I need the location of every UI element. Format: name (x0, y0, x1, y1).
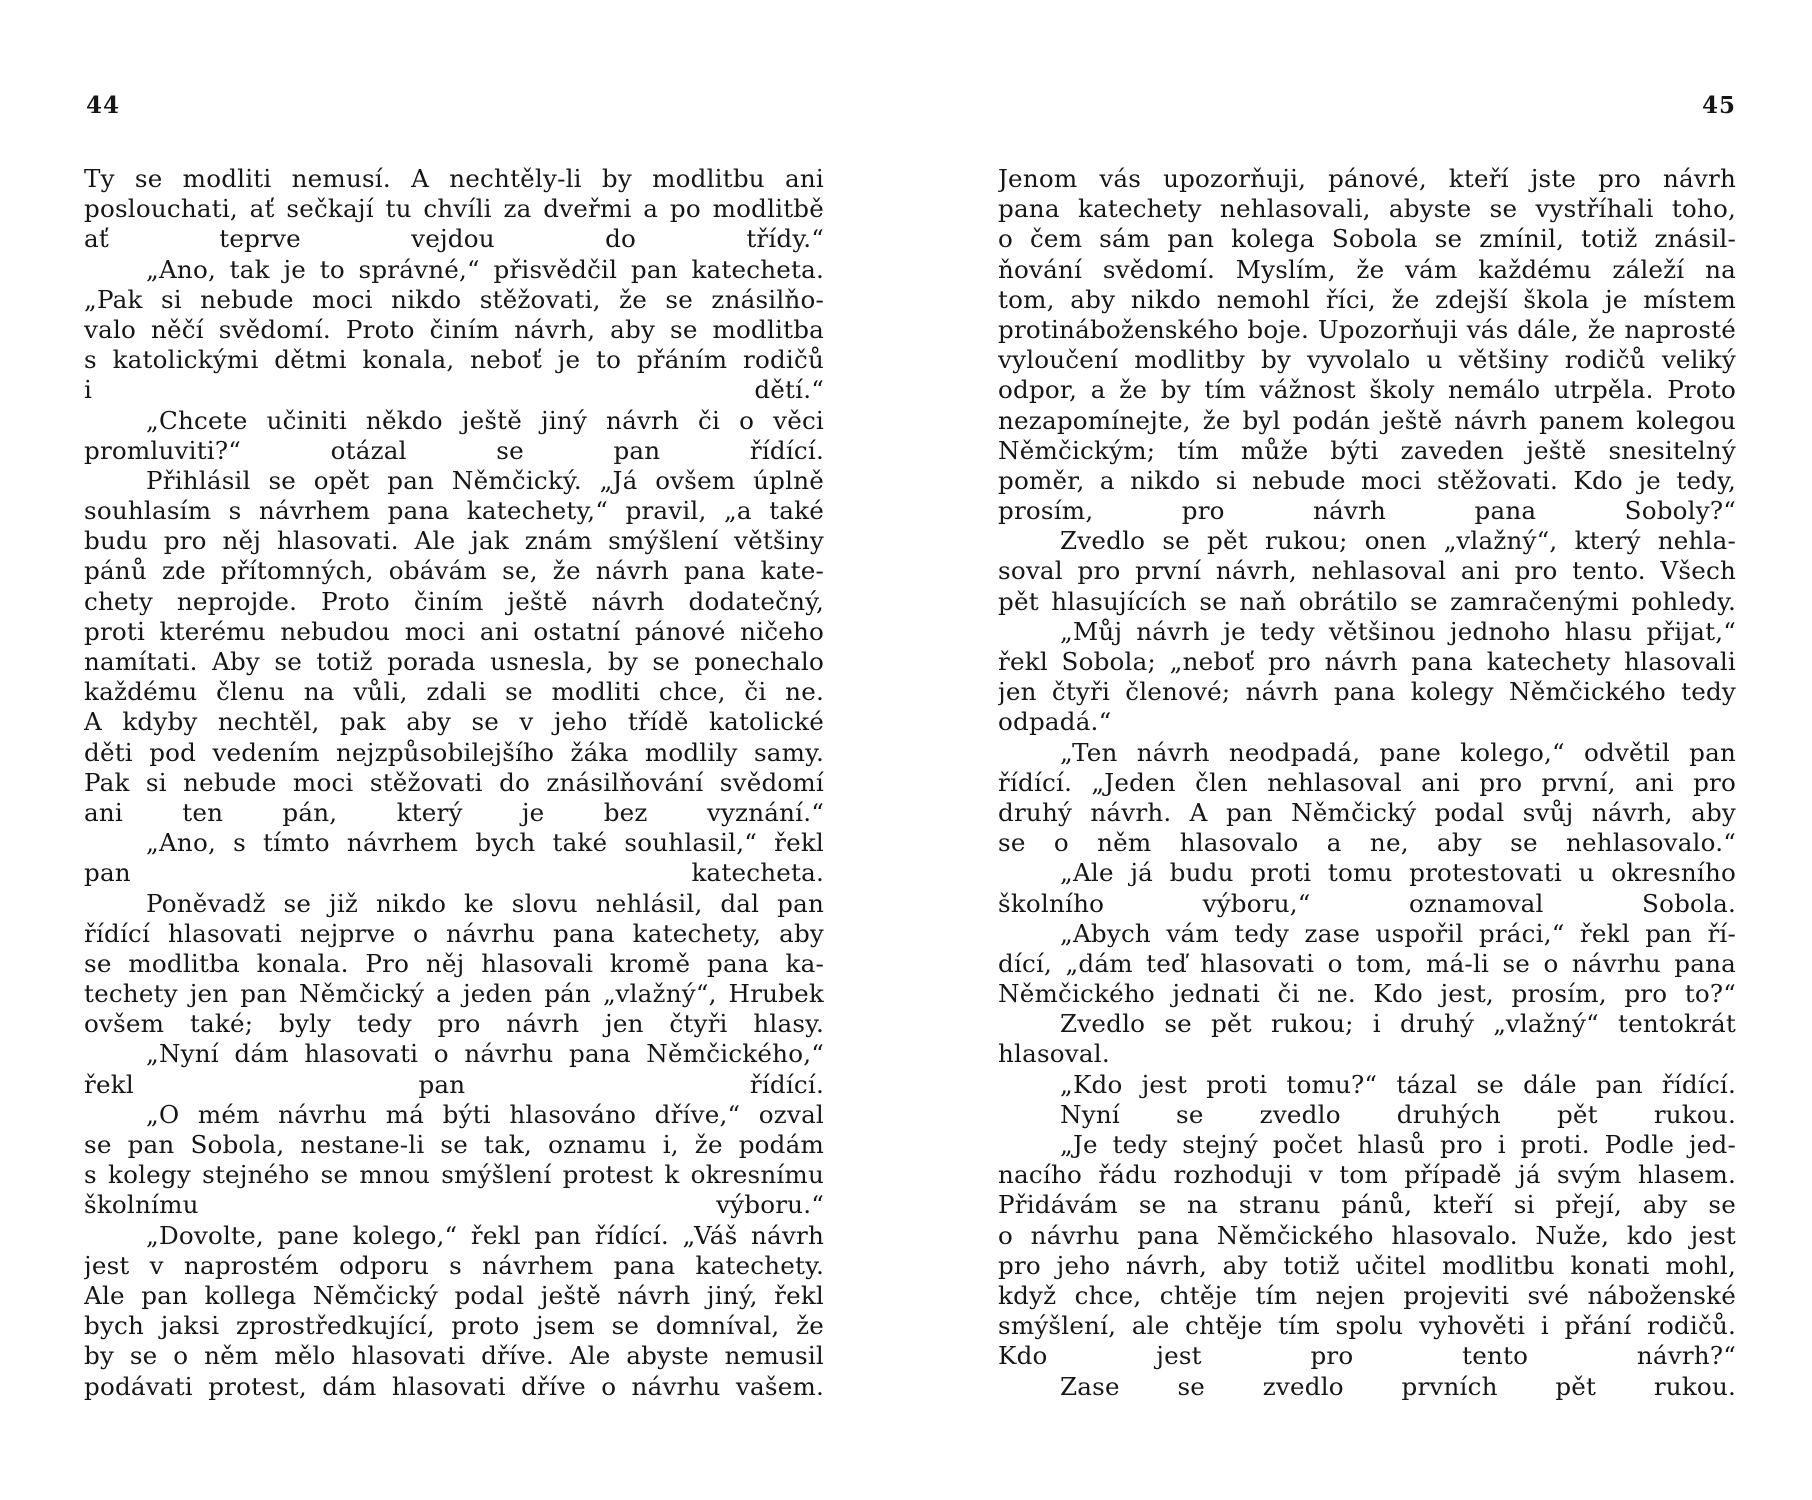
text-line: ani ten pán, který je bez vyznání.“ (84, 797, 824, 827)
text-line: Ty se modliti nemusí. A nechtěly-li by modlitbu ani (84, 164, 824, 193)
text-line: namítati. Aby se totiž porada usnesla, by se ponechalo (84, 647, 824, 676)
text-line: jest v naprostém odporu s návrhem pana katechety. (84, 1250, 824, 1280)
text-line: řídící. „Jeden člen nehlasoval ani pro první, ani pro (998, 767, 1736, 797)
text-line: protináboženského boje. Upozorňuji vás dále, že naprosté (998, 314, 1736, 344)
text-line: valo něčí svědomí. Proto činím návrh, aby se modlitba (84, 314, 824, 344)
text-line: „Ano, tak je to správné,“ přisvědčil pan katecheta. (146, 254, 824, 284)
text-line: soval pro první návrh, nehlasoval ani pro tento. Všech (998, 556, 1736, 586)
text-line: „Abych vám tedy zase uspořil práci,“ řekl pan ří- (1060, 918, 1736, 948)
text-line: jen čtyři členové; návrh pana kolegy Němčického tedy (998, 677, 1736, 707)
text-line: nezapomínejte, že byl podán ještě návrh panem kolegou (998, 405, 1736, 435)
text-line: „Kdo jest proti tomu?“ tázal se dále pan řídící. (1060, 1069, 1736, 1099)
text-line: smýšlení, ale chtěje tím spolu vyhověti i přání rodičů. (998, 1311, 1736, 1341)
text-line: ať teprve vejdou do třídy.“ (84, 224, 824, 254)
text-line: chety neprojde. Proto činím ještě návrh dodatečný, (84, 586, 824, 616)
text-line: Němčického jednati či ne. Kdo jest, prosím, pro to?“ (998, 979, 1736, 1009)
text-line: „Pak si nebude moci nikdo stěžovati, že se znásilňo- (84, 284, 824, 314)
text-line: vyloučení modlitby by vyvolalo u většiny rodičů veliký (998, 345, 1736, 375)
text-line: techety jen pan Němčický a jeden pán „vlažný“, Hrubek (84, 979, 824, 1009)
text-line: bych jaksi zprostředkující, proto jsem se domníval, že (84, 1311, 824, 1341)
text-line: „Ano, s tímto návrhem bych také souhlasil,“ řekl (146, 828, 824, 858)
text-line: se pan Sobola, nestane-li se tak, oznamu i, že podám (84, 1130, 824, 1159)
text-line: Kdo jest pro tento návrh?“ (998, 1341, 1736, 1371)
text-line: poměr, a nikdo si nebude moci stěžovati. Kdo je tedy, (998, 465, 1736, 495)
text-line: prosím, pro návrh pana Soboly?“ (998, 496, 1736, 526)
text-line: Nyní se zvedlo druhých pět rukou. (1060, 1099, 1736, 1129)
text-line: by se o něm mělo hlasovati dříve. Ale abyste nemusil (84, 1341, 824, 1371)
text-line: tom, aby nikdo nemohl říci, že zdejší škola je místem (998, 284, 1736, 314)
right-page (906, 0, 1812, 1500)
text-line: hlasoval. (998, 1039, 1110, 1069)
text-line: ovšem také; byly tedy pro návrh jen čtyři hlasy. (84, 1009, 824, 1039)
text-line: odpadá.“ (998, 707, 1112, 737)
text-line: budu pro něj hlasovati. Ale jak znám smýšlení většiny (84, 526, 824, 556)
text-line: „Ale já budu proti tomu protestovati u okresního (1060, 858, 1736, 888)
text-line: „O mém návrhu má býti hlasováno dříve,“ ozval (146, 1099, 824, 1129)
text-line: Němčickým; tím může býti zaveden ještě snesitelný (998, 435, 1736, 465)
text-line: promluviti?“ otázal se pan řídící. (84, 435, 824, 465)
text-line: každému členu na vůli, zdali se modliti chce, či ne. (84, 677, 824, 707)
text-line: Poněvadž se již nikdo ke slovu nehlásil, dal pan (146, 888, 824, 918)
text-line: souhlasím s návrhem pana katechety,“ pravil, „a také (84, 496, 824, 526)
text-line: Přihlásil se opět pan Němčický. „Já ovšem úplně (146, 465, 824, 495)
text-line: o návrhu pana Němčického hlasovalo. Nuže, kdo jest (998, 1220, 1736, 1250)
text-line: Pak si nebude moci stěžovati do znásilňování svědomí (84, 767, 824, 797)
text-line: Jenom vás upozorňuji, pánové, kteří jste pro návrh (998, 164, 1736, 193)
text-line: poslouchati, ať sečkají tu chvíli za dveřmi a po modlitbě (84, 194, 824, 224)
page-text (84, 164, 824, 1402)
text-line: podávati protest, dám hlasovati dříve o návrhu vašem. (84, 1371, 824, 1401)
text-line: odpor, a že by tím vážnost školy nemálo utrpěla. Proto (998, 375, 1736, 405)
text-line: se o něm hlasovalo a ne, aby se nehlasovalo.“ (998, 828, 1736, 858)
text-line: Zase se zvedlo prvních pět rukou. (1060, 1371, 1736, 1401)
text-line: „Dovolte, pane kolego,“ řekl pan řídící. „Váš návrh (146, 1220, 824, 1250)
text-line: s kolegy stejného se mnou smýšlení protest k okresnímu (84, 1160, 824, 1190)
text-line: „Ten návrh neodpadá, pane kolego,“ odvětil pan (1060, 737, 1736, 767)
text-line: Přidávám se na stranu pánů, kteří si přejí, aby se (998, 1190, 1736, 1220)
text-line: dící, „dám teď hlasovati o tom, má-li se o návrhu pana (998, 948, 1736, 978)
text-line: proti kterému nebudou moci ani ostatní pánové ničeho (84, 616, 824, 646)
text-line: druhý návrh. A pan Němčický podal svůj návrh, aby (998, 797, 1736, 827)
text-line: o čem sám pan kolega Sobola se zmínil, totiž znásil- (998, 224, 1736, 254)
page-number: 45 (1701, 92, 1736, 119)
text-line: „Je tedy stejný počet hlasů pro i proti. Podle jed- (1060, 1130, 1736, 1159)
text-line: pana katechety nehlasovali, abyste se vystříhali toho, (998, 194, 1736, 224)
text-line: řídící hlasovati nejprve o návrhu pana katechety, aby (84, 918, 824, 948)
text-line: „Můj návrh je tedy většinou jednoho hlasu přijat,“ (1060, 616, 1736, 646)
text-line: i dětí.“ (84, 375, 824, 405)
text-line: se modlitba konala. Pro něj hlasovali kromě pana ka- (84, 948, 824, 978)
text-line: „Chcete učiniti někdo ještě jiný návrh či o věci (146, 405, 824, 435)
text-line: Zvedlo se pět rukou; onen „vlažný“, který nehla- (1060, 526, 1736, 556)
text-line: pan katecheta. (84, 858, 824, 888)
text-line: děti pod vedením nejzpůsobilejšího žáka modlily samy. (84, 737, 824, 767)
page-number: 44 (86, 92, 121, 119)
text-line: nacího řádu rozhoduji v tom případě já svým hlasem. (998, 1160, 1736, 1190)
text-line: A kdyby nechtěl, pak aby se v jeho třídě katolické (84, 707, 824, 737)
text-line: Zvedlo se pět rukou; i druhý „vlažný“ tentokrát (1060, 1009, 1736, 1039)
text-line: školního výboru,“ oznamoval Sobola. (998, 888, 1736, 918)
text-line: když chce, chtěje tím nejen projeviti své náboženské (998, 1280, 1736, 1310)
text-line: s katolickými dětmi konala, neboť je to přáním rodičů (84, 345, 824, 375)
page-text (998, 164, 1736, 1402)
text-line: pánů zde přítomných, obávám se, že návrh pana kate- (84, 556, 824, 586)
text-line: „Nyní dám hlasovati o návrhu pana Němčického,“ (146, 1039, 824, 1069)
text-line: řekl Sobola; „neboť pro návrh pana katechety hlasovali (998, 647, 1736, 676)
text-line: ňování svědomí. Myslím, že vám každému záleží na (998, 254, 1736, 284)
text-line: Ale pan kollega Němčický podal ještě návrh jiný, řekl (84, 1280, 824, 1310)
text-line: pět hlasujících se naň obrátilo se zamračenými pohledy. (998, 586, 1736, 616)
text-line: školnímu výboru.“ (84, 1190, 824, 1220)
text-line: pro jeho návrh, aby totiž učitel modlitbu konati mohl, (998, 1250, 1736, 1280)
text-line: řekl pan řídící. (84, 1069, 824, 1099)
